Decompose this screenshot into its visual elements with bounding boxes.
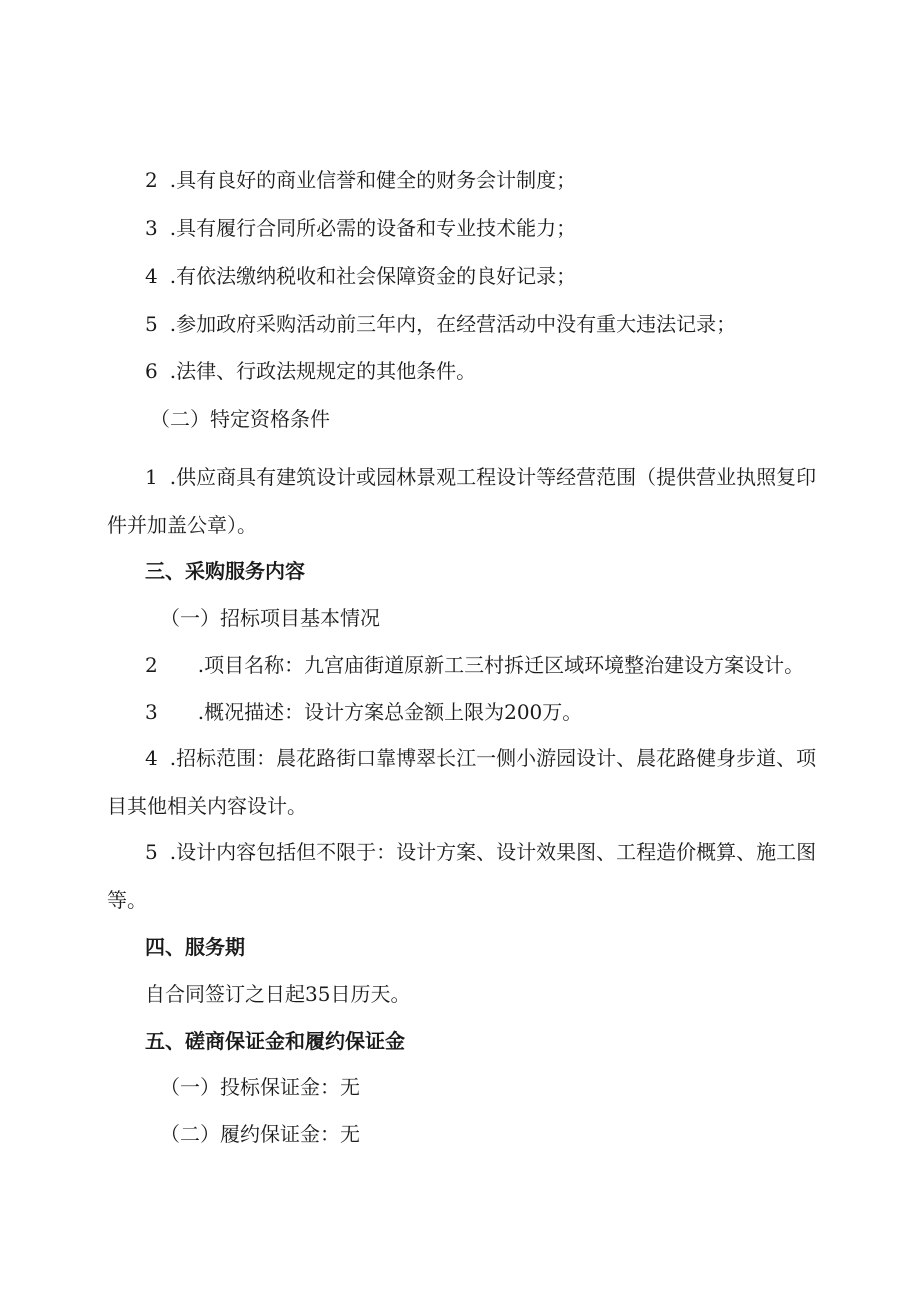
- section-3-item-4-cont: 目其他相关内容设计。: [107, 794, 307, 818]
- section-4-text: 自合同签订之日起35日历天。: [145, 982, 411, 1006]
- item-number: 2: [145, 168, 158, 192]
- general-qualification-item-6: [145, 357, 476, 385]
- item-text: .设计内容包括但不限于：设计方案、设计效果图、工程造价概算、施工图: [169, 840, 817, 864]
- item-number: 5: [145, 840, 158, 864]
- section-3-heading: 三、采购服务内容: [145, 559, 305, 583]
- item-text: .参加政府采购活动前三年内，在经营活动中没有重大违法记录；: [169, 312, 737, 336]
- section-3-item-5-cont: 等。: [107, 888, 147, 912]
- item-number: 1: [145, 465, 158, 489]
- item-number: 4: [145, 746, 158, 770]
- specific-qualifications-heading: （二）特定资格条件: [150, 407, 330, 431]
- general-qualification-item-2: [145, 166, 576, 194]
- general-qualification-item-3: [145, 214, 576, 242]
- item-number: 5: [145, 312, 158, 336]
- item-text: .概况描述：设计方案总金额上限为200万。: [197, 700, 583, 724]
- section-3-item-2: [145, 651, 804, 679]
- section-5-item-2: （二）履约保证金：无: [160, 1122, 360, 1146]
- section-3-item-3: [145, 698, 582, 726]
- section-3-item-5: [145, 838, 816, 866]
- item-text: .具有良好的商业信誉和健全的财务会计制度；: [169, 168, 577, 192]
- section-5-item-1: （一）投标保证金：无: [160, 1075, 360, 1099]
- item-text: .招标范围：晨花路街口靠博翠长江一侧小游园设计、晨花路健身步道、项: [169, 746, 817, 770]
- general-qualification-item-4: [145, 262, 576, 290]
- section-3-item-4: [145, 744, 816, 772]
- item-text: .有依法缴纳税收和社会保障资金的良好记录；: [169, 264, 577, 288]
- item-text: .具有履行合同所必需的设备和专业技术能力；: [169, 216, 577, 240]
- general-qualification-item-5: [145, 310, 736, 338]
- specific-qualification-item-1: [145, 463, 816, 491]
- section-3-subheading: （一）招标项目基本情况: [160, 606, 380, 630]
- item-text: .项目名称：九宫庙街道原新工三村拆迁区域环境整治建设方案设计。: [197, 653, 805, 677]
- item-number: 3: [145, 700, 158, 724]
- specific-qualification-item-1-cont: 件并加盖公章）。: [107, 513, 257, 537]
- item-number: 4: [145, 264, 158, 288]
- section-4-heading: 四、服务期: [145, 935, 245, 959]
- item-number: 3: [145, 216, 158, 240]
- item-number: 6: [145, 359, 158, 383]
- item-text: .供应商具有建筑设计或园林景观工程设计等经营范围（提供营业执照复印: [169, 465, 817, 489]
- section-5-heading: 五、磋商保证金和履约保证金: [145, 1029, 405, 1053]
- item-number: 2: [145, 653, 158, 677]
- item-text: .法律、行政法规规定的其他条件。: [169, 359, 477, 383]
